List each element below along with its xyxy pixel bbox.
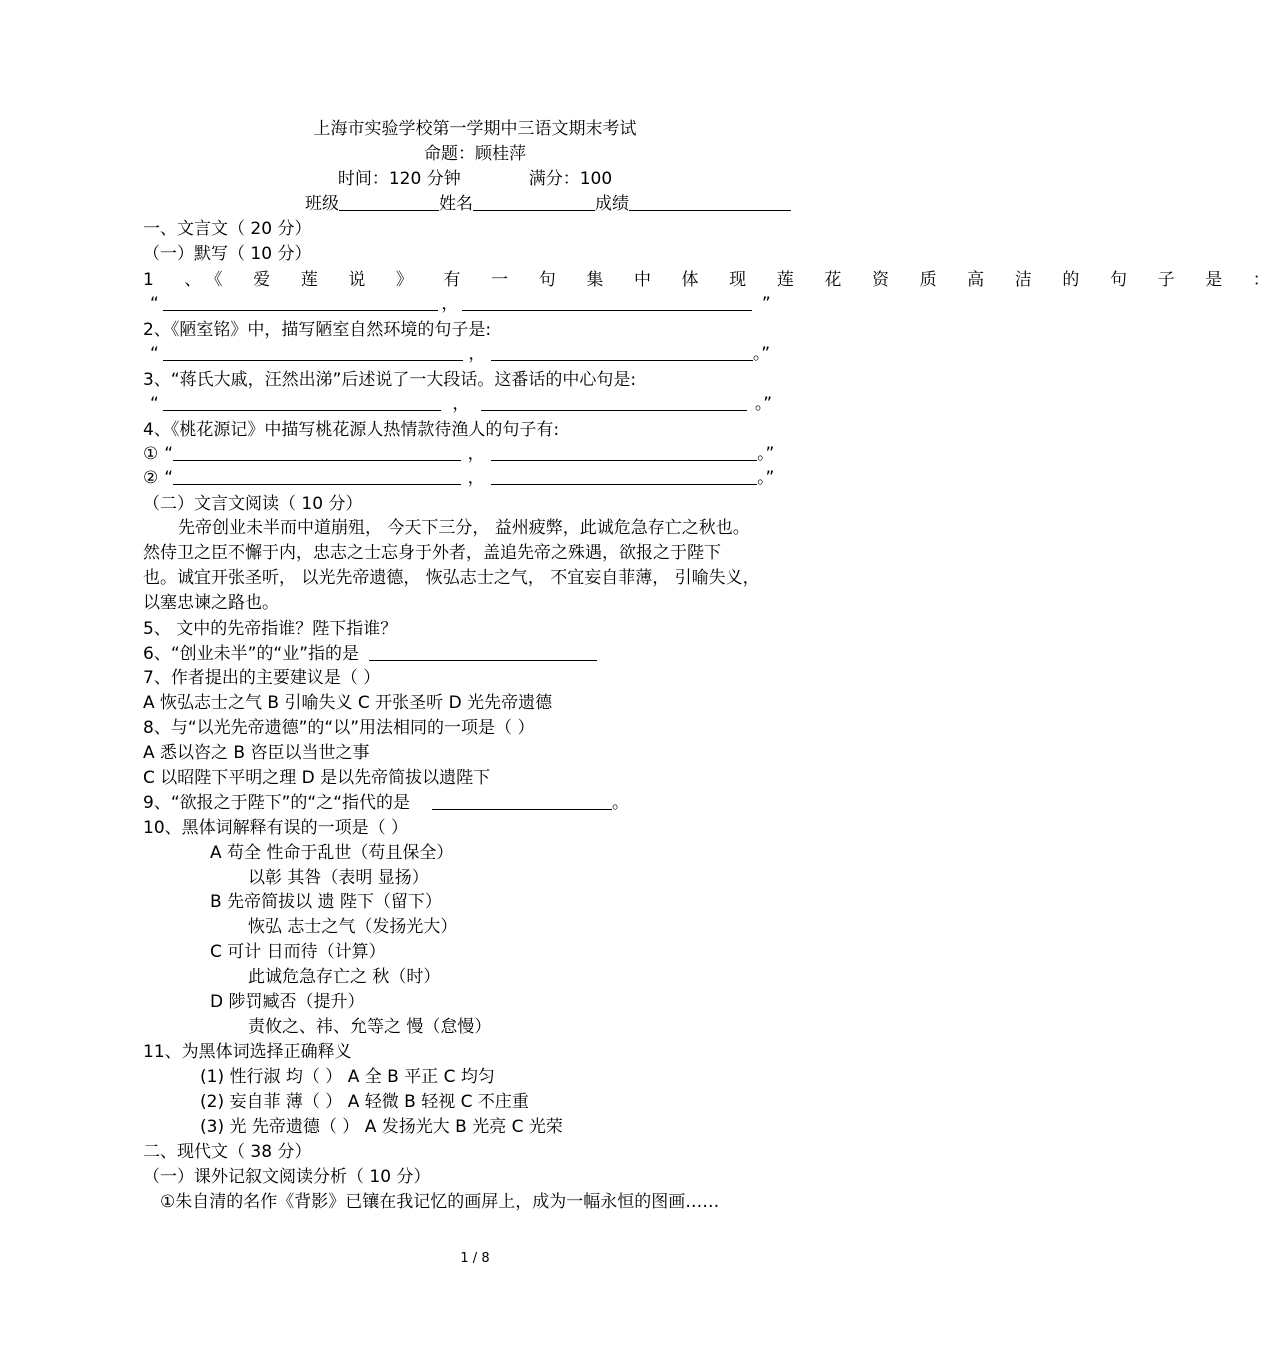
- question-8: 8、与“以光先帝遗德”的“以”用法相同的一项是（ ）: [143, 718, 535, 738]
- question-10-option: 以彰 其咎（表明 显扬）: [248, 868, 429, 888]
- question-2: 2、《陋室铭》中，描写陋室自然环境的句子是:: [143, 320, 492, 340]
- answer-blank[interactable]: [462, 292, 752, 311]
- question-5: 5、 文中的先帝指谁？陛下指谁？: [143, 619, 398, 639]
- question-2-answer: “ ， 。”: [150, 344, 771, 364]
- exam-author: 命题：顾桂萍: [424, 144, 526, 164]
- answer-blank[interactable]: [163, 392, 441, 411]
- question-9: 9、“欲报之于陛下”的“之“指代的是 。: [143, 793, 630, 813]
- page-number: 1 / 8: [460, 1251, 490, 1266]
- question-3-answer: “ ， 。”: [150, 394, 773, 414]
- question-1: 1 、《 爱 莲 说 》 有 一 句 集 中 体 现 莲 花 资 质 高 洁 的 句 子 是 ：: [143, 270, 1282, 290]
- answer-blank[interactable]: [173, 442, 461, 461]
- answer-blank[interactable]: [491, 342, 753, 361]
- section2-heading: 二、现代文（ 38 分）: [143, 1142, 312, 1162]
- grade-label: 成绩: [595, 194, 629, 214]
- question-4-answer-2: ② “ ， 。”: [143, 468, 775, 488]
- question-4: 4、《桃花源记》中描写桃花源人热情款待渔人的句子有:: [143, 420, 560, 440]
- question-4-answer-1: ① “ ， 。”: [143, 444, 775, 464]
- passage-line: 然侍卫之臣不懈于内，忠志之士忘身于外者，盖追先帝之殊遇，欲报之于陛下: [143, 543, 721, 563]
- exam-title: 上海市实验学校第一学期中三语文期末考试: [313, 119, 637, 139]
- question-7-options: A 恢弘志士之气 B 引喻失义 C 开张圣听 D 光先帝遗德: [143, 693, 553, 713]
- question-10-option: 恢弘 志士之气（发扬光大）: [248, 917, 458, 937]
- answer-blank[interactable]: [432, 791, 612, 810]
- question-10-option: 责攸之、祎、允等之 慢（怠慢）: [248, 1017, 492, 1037]
- name-blank[interactable]: [473, 192, 595, 211]
- question-8-options-c: C 以昭陛下平明之理 D 是以先帝简拔以遗陛下: [143, 768, 491, 788]
- answer-blank[interactable]: [369, 642, 597, 661]
- question-11-item: (2) 妄自菲 薄（ ） A 轻微 B 轻视 C 不庄重: [200, 1092, 529, 1112]
- question-10: 10、黑体词解释有误的一项是（ ）: [143, 818, 409, 838]
- answer-blank[interactable]: [481, 392, 747, 411]
- question-6: 6、“创业未半”的“业”指的是: [143, 642, 597, 666]
- question-10-option: A 苟全 性命于乱世（苟且保全）: [210, 843, 454, 863]
- question-10-option: C 可计 日而待（计算）: [210, 942, 386, 962]
- answer-blank[interactable]: [173, 466, 461, 485]
- answer-blank[interactable]: [491, 466, 757, 485]
- question-10-option: 此诚危急存亡之 秋（时）: [248, 967, 441, 987]
- answer-blank[interactable]: [163, 342, 463, 361]
- passage-line: 以塞忠谏之路也。: [143, 593, 279, 613]
- section1-part1: （一）默写（ 10 分）: [143, 244, 312, 264]
- question-8-options-a: A 悉以咨之 B 咨臣以当世之事: [143, 743, 370, 763]
- class-label: 班级: [305, 194, 339, 214]
- grade-blank[interactable]: [629, 192, 791, 211]
- answer-blank[interactable]: [163, 292, 438, 311]
- question-7: 7、作者提出的主要建议是（ ）: [143, 668, 381, 688]
- class-blank[interactable]: [339, 192, 439, 211]
- question-1-answer: “ ， ”: [150, 294, 771, 314]
- answer-blank[interactable]: [491, 442, 757, 461]
- section2-paragraph: ①朱自清的名作《背影》已镶在我记忆的画屏上，成为一幅永恒的图画……: [160, 1192, 720, 1212]
- question-11-item: (3) 光 先帝遗德（ ） A 发扬光大 B 光亮 C 光荣: [200, 1117, 563, 1137]
- student-info-line: [305, 192, 791, 216]
- exam-time-score: [0, 167, 950, 191]
- name-label: 姓名: [439, 194, 473, 214]
- question-11: 11、为黑体词选择正确释义: [143, 1042, 352, 1062]
- section2-part1: （一）课外记叙文阅读分析（ 10 分）: [143, 1167, 431, 1187]
- passage-line: 也。诚宜开张圣听， 以光先帝遗德， 恢弘志士之气， 不宜妄自菲薄， 引喻失义，: [143, 568, 760, 588]
- question-3: 3、“蒋氏大戚，汪然出涕”后述说了一大段话。这番话的中心句是:: [143, 370, 637, 390]
- question-11-item: (1) 性行淑 均（ ） A 全 B 平正 C 均匀: [200, 1067, 495, 1087]
- question-10-option: B 先帝简拔以 遗 陛下（留下）: [210, 892, 442, 912]
- section1-part2: （二）文言文阅读（ 10 分）: [143, 494, 363, 514]
- passage-line: 先帝创业未半而中道崩殂， 今天下三分， 益州疲弊，此诚危急存亡之秋也。: [178, 518, 750, 538]
- section1-heading: 一、文言文（ 20 分）: [143, 219, 312, 239]
- question-10-option: D 陟罚臧否（提升）: [210, 992, 365, 1012]
- exam-score: 满分：100: [528, 169, 613, 189]
- exam-time: 时间：120 分钟: [337, 169, 461, 189]
